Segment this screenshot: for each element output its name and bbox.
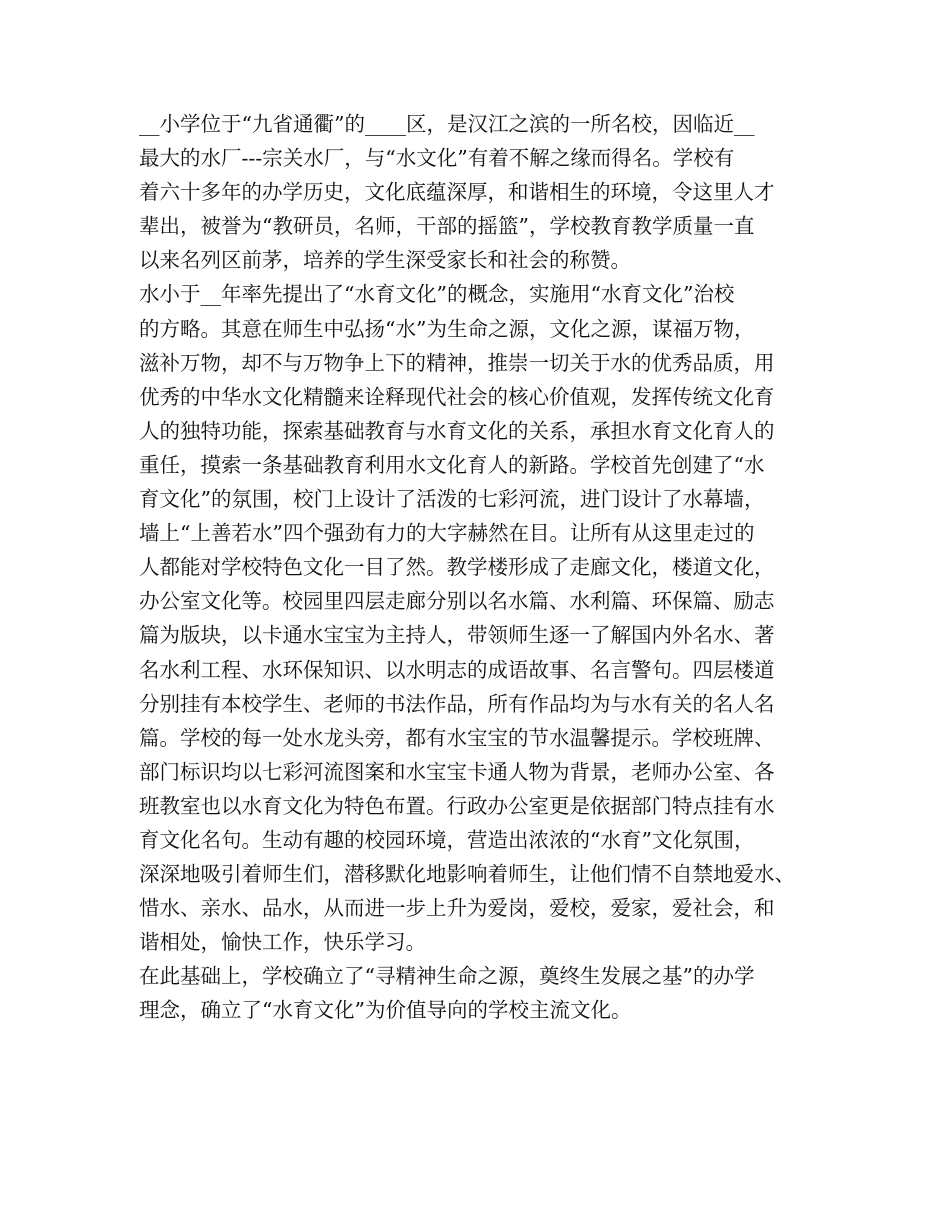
text-line: 最大的水厂---宗关水厂，与“水文化”有着不解之缘而得名。学校有 [139,146,735,171]
text-line: 着六十多年的办学历史，文化底蕴深厚，和谐相生的环境，令这里人才 [139,180,775,205]
text-line: __小学位于“九省通衢”的____区，是汉江之滨的一所名校，因临近__ [139,112,755,136]
text-line: 部门标识均以七彩河流图案和水宝宝卡通人物为背景，老师办公室、各 [139,759,775,784]
text-line: 人都能对学校特色文化一目了然。教学楼形成了走廊文化，楼道文化， [139,555,775,580]
text-line: 篇为版块，以卡通水宝宝为主持人，带领师生逐一了解国内外名水、著 [139,623,775,648]
text-line: 分别挂有本校学生、老师的书法作品，所有作品均为与水有关的名人名 [139,691,775,716]
text-line: 重任，摸索一条基础教育利用水文化育人的新路。学校首先创建了“水 [139,452,765,477]
text-line: 惜水、亲水、品水，从而进一步上升为爱岗，爱校，爱家，爱社会，和 [139,896,775,921]
paragraph-intro [139,107,829,277]
text-line: 人的独特功能，探索基础教育与水育文化的关系，承担水育文化育人的 [139,418,775,443]
text-line: 墙上“上善若水”四个强劲有力的大字赫然在目。让所有从这里走过的 [139,521,755,546]
paragraph-philosophy [139,959,829,1027]
text-line: 辈出，被誉为“教研员，名师，干部的摇篮”，学校教育教学质量一直 [139,214,755,239]
text-line: 滋补万物，却不与万物争上下的精神，推崇一切关于水的优秀品质，用 [139,350,775,375]
text-line: 以来名列区前茅，培养的学生深受家长和社会的称赞。 [139,248,631,273]
text-line: 班教室也以水育文化为特色布置。行政办公室更是依据部门特点挂有水 [139,793,775,818]
text-line: 办公室文化等。校园里四层走廊分别以名水篇、水利篇、环保篇、励志 [139,589,775,614]
text-line: 的方略。其意在师生中弘扬“水”为生命之源，文化之源，谋福万物， [139,316,755,341]
text-line: 在此基础上，学校确立了“寻精神生命之源，奠终生发展之基”的办学 [139,964,755,989]
text-line: 育文化名句。生动有趣的校园环境，营造出浓浓的“水育”文化氛围， [139,827,755,852]
text-line: 优秀的中华水文化精髓来诠释现代社会的核心价值观，发挥传统文化育 [139,384,775,409]
text-line: 篇。学校的每一处水龙头旁，都有水宝宝的节水温馨提示。学校班牌、 [139,725,775,750]
text-line: 水小于__年率先提出了“水育文化”的概念，实施用“水育文化”治校 [139,282,735,307]
text-line: 名水利工程、水环保知识、以水明志的成语故事、名言警句。四层楼道 [139,657,775,682]
text-line: 深深地吸引着师生们，潜移默化地影响着师生，让他们情不自禁地爱水、 [139,862,795,887]
document-body [139,107,829,1028]
paragraph-water-culture [139,277,829,959]
text-line: 谐相处，愉快工作，快乐学习。 [139,930,426,955]
text-line: 理念，确立了“水育文化”为价值导向的学校主流文化。 [139,998,632,1023]
text-line: 育文化”的氛围，校门上设计了活泼的七彩河流，进门设计了水幕墙， [139,487,765,512]
